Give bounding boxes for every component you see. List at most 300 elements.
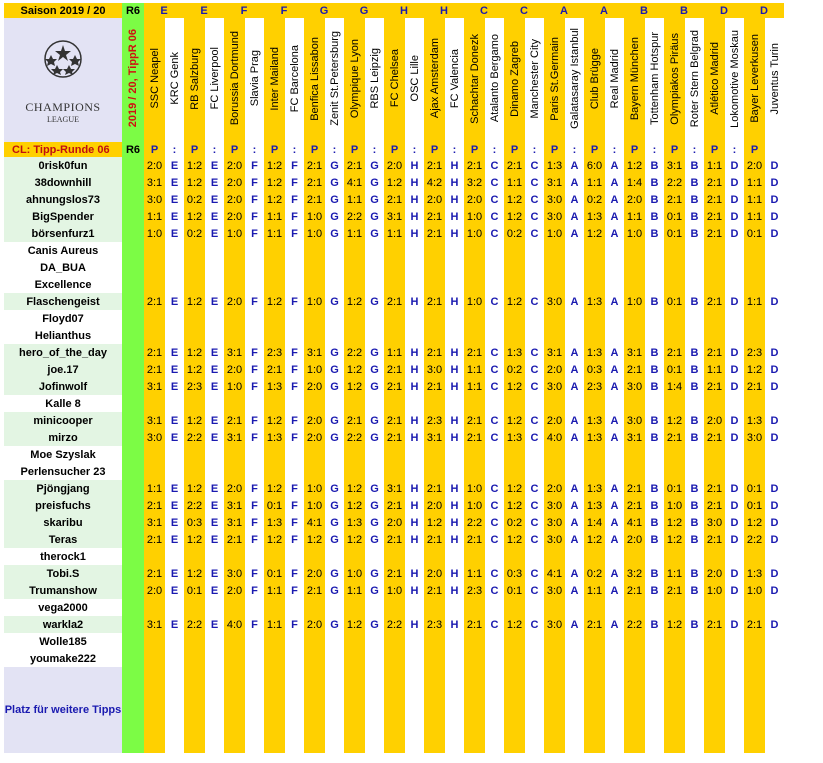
empty-cell bbox=[384, 259, 405, 276]
tip-group-letter: H bbox=[445, 412, 464, 429]
tip-group-letter: B bbox=[685, 531, 704, 548]
round-spacer bbox=[122, 344, 144, 361]
tip-group-letter: G bbox=[365, 514, 384, 531]
empty-cell bbox=[605, 633, 624, 650]
empty-cell bbox=[165, 599, 184, 616]
tip-score: 1:0 bbox=[144, 225, 165, 242]
empty-cell bbox=[245, 395, 264, 412]
empty-cell bbox=[485, 310, 504, 327]
empty-cell bbox=[184, 242, 205, 259]
empty-cell bbox=[704, 633, 725, 650]
tip-score: 2:1 bbox=[144, 344, 165, 361]
empty-cell bbox=[205, 633, 224, 650]
player-name: ahnungslos73 bbox=[4, 191, 122, 208]
tip-score: 1:1 bbox=[144, 480, 165, 497]
empty-cell bbox=[144, 548, 165, 565]
empty-cell bbox=[645, 446, 664, 463]
empty-cell bbox=[725, 446, 744, 463]
tip-group-letter: A bbox=[565, 378, 584, 395]
tip-score: 2:0 bbox=[424, 565, 445, 582]
tip-score: 1:3 bbox=[504, 429, 525, 446]
tip-group-letter: D bbox=[765, 361, 784, 378]
empty-cell bbox=[664, 667, 685, 753]
player-name: Canis Aureus bbox=[4, 242, 122, 259]
empty-cell bbox=[565, 463, 584, 480]
empty-cell bbox=[445, 667, 464, 753]
tip-group-letter: A bbox=[605, 208, 624, 225]
tip-group-letter: H bbox=[405, 565, 424, 582]
tip-score: 3:0 bbox=[544, 497, 565, 514]
empty-cell bbox=[584, 310, 605, 327]
player-row bbox=[4, 446, 784, 463]
player-row bbox=[4, 225, 784, 242]
empty-cell bbox=[344, 599, 365, 616]
tipp-letter: P bbox=[304, 142, 325, 157]
tip-group-letter: G bbox=[325, 344, 344, 361]
tip-group-letter: H bbox=[445, 497, 464, 514]
empty-cell bbox=[725, 242, 744, 259]
empty-cell bbox=[365, 633, 384, 650]
empty-cell bbox=[205, 650, 224, 667]
empty-cell bbox=[184, 633, 205, 650]
empty-cell bbox=[584, 259, 605, 276]
empty-cell bbox=[605, 599, 624, 616]
tip-score: 3:1 bbox=[144, 174, 165, 191]
tip-group-letter: F bbox=[245, 208, 264, 225]
empty-cell bbox=[165, 548, 184, 565]
tip-score: 0:2 bbox=[184, 225, 205, 242]
tip-group-letter: G bbox=[365, 565, 384, 582]
empty-cell bbox=[605, 259, 624, 276]
group-label: C bbox=[464, 3, 504, 18]
tip-group-letter: H bbox=[445, 378, 464, 395]
player-row bbox=[4, 531, 784, 548]
tip-group-letter: G bbox=[325, 191, 344, 208]
round-spacer bbox=[122, 650, 144, 667]
player-name: Moe Szyslak bbox=[4, 446, 122, 463]
tip-score: 1:0 bbox=[464, 497, 485, 514]
tip-group-letter: A bbox=[565, 514, 584, 531]
player-name: preisfuchs bbox=[4, 497, 122, 514]
tip-group-letter: C bbox=[485, 174, 504, 191]
empty-cell bbox=[485, 276, 504, 293]
tip-group-letter: A bbox=[565, 565, 584, 582]
empty-cell bbox=[584, 395, 605, 412]
tip-score: 2:1 bbox=[664, 429, 685, 446]
tip-group-letter: G bbox=[325, 582, 344, 599]
tip-group-letter: E bbox=[165, 191, 184, 208]
tip-score: 4:1 bbox=[344, 174, 365, 191]
tip-group-letter: F bbox=[285, 429, 304, 446]
empty-cell bbox=[565, 667, 584, 753]
empty-cell bbox=[525, 667, 544, 753]
tip-group-letter: G bbox=[365, 157, 384, 174]
tipp-round-label: CL: Tipp-Runde 06 bbox=[4, 142, 122, 157]
tip-group-letter: F bbox=[285, 616, 304, 633]
empty-cell bbox=[525, 395, 544, 412]
empty-cell bbox=[685, 395, 704, 412]
empty-cell bbox=[365, 599, 384, 616]
tip-score: 0:1 bbox=[184, 582, 205, 599]
empty-cell bbox=[485, 242, 504, 259]
tip-group-letter: H bbox=[445, 480, 464, 497]
tip-group-letter: H bbox=[445, 565, 464, 582]
tip-group-letter: C bbox=[525, 616, 544, 633]
tip-group-letter: D bbox=[765, 157, 784, 174]
tip-group-letter: B bbox=[685, 191, 704, 208]
empty-cell bbox=[445, 395, 464, 412]
empty-cell bbox=[605, 650, 624, 667]
empty-cell bbox=[464, 463, 485, 480]
round-spacer bbox=[122, 157, 144, 174]
empty-cell bbox=[304, 242, 325, 259]
empty-cell bbox=[605, 395, 624, 412]
empty-cell bbox=[384, 242, 405, 259]
tip-score: 2:1 bbox=[624, 361, 645, 378]
player-row bbox=[4, 293, 784, 310]
tip-score: 2:0 bbox=[384, 514, 405, 531]
player-row bbox=[4, 633, 784, 650]
tip-group-letter: B bbox=[645, 174, 664, 191]
tip-score: 2:3 bbox=[424, 616, 445, 633]
empty-cell bbox=[384, 327, 405, 344]
tip-group-letter: C bbox=[525, 378, 544, 395]
empty-cell bbox=[685, 548, 704, 565]
empty-cell bbox=[584, 276, 605, 293]
tip-score: 2:1 bbox=[704, 616, 725, 633]
tip-group-letter: E bbox=[205, 429, 224, 446]
empty-cell bbox=[645, 463, 664, 480]
empty-cell bbox=[304, 310, 325, 327]
tip-group-letter: A bbox=[605, 514, 624, 531]
tip-score: 3:1 bbox=[144, 514, 165, 531]
player-name: Jofinwolf bbox=[4, 378, 122, 395]
empty-cell bbox=[744, 310, 765, 327]
tip-score: 1:2 bbox=[184, 174, 205, 191]
tip-score: 3:0 bbox=[544, 208, 565, 225]
tip-score: 2:1 bbox=[424, 157, 445, 174]
empty-cell bbox=[504, 259, 525, 276]
tip-score: 4:0 bbox=[544, 429, 565, 446]
tip-group-letter: B bbox=[685, 565, 704, 582]
tip-group-letter: G bbox=[325, 565, 344, 582]
empty-cell bbox=[285, 667, 304, 753]
empty-cell bbox=[485, 599, 504, 616]
tip-score: 1:2 bbox=[344, 616, 365, 633]
tipp-letter: : bbox=[645, 142, 664, 157]
team-name: Atlético Madrid bbox=[704, 18, 725, 142]
tip-score: 1:2 bbox=[744, 514, 765, 531]
tip-group-letter: C bbox=[525, 565, 544, 582]
empty-cell bbox=[685, 446, 704, 463]
tip-group-letter: B bbox=[645, 429, 664, 446]
tip-score: 2:0 bbox=[624, 191, 645, 208]
team-name: Ajax Amsterdam bbox=[424, 18, 445, 142]
tip-score: 1:2 bbox=[264, 480, 285, 497]
tip-group-letter: H bbox=[445, 293, 464, 310]
tip-score: 1:4 bbox=[664, 378, 685, 395]
tipp-letter: : bbox=[685, 142, 704, 157]
tipp-table bbox=[4, 3, 784, 753]
tip-score: 1:1 bbox=[344, 191, 365, 208]
empty-cell bbox=[445, 310, 464, 327]
tip-group-letter: E bbox=[205, 378, 224, 395]
tipp-letter: : bbox=[285, 142, 304, 157]
tip-score: 1:0 bbox=[304, 361, 325, 378]
tip-group-letter: C bbox=[525, 157, 544, 174]
tip-score: 1:1 bbox=[344, 225, 365, 242]
tip-group-letter: C bbox=[525, 174, 544, 191]
team-name: Dinamo Zagreb bbox=[504, 18, 525, 142]
tip-score: 2:3 bbox=[184, 378, 205, 395]
empty-cell bbox=[584, 650, 605, 667]
empty-cell bbox=[645, 395, 664, 412]
tip-group-letter: A bbox=[565, 344, 584, 361]
tip-group-letter: A bbox=[565, 208, 584, 225]
empty-cell bbox=[624, 667, 645, 753]
tip-score: 2:1 bbox=[464, 429, 485, 446]
empty-cell bbox=[325, 633, 344, 650]
tip-group-letter: F bbox=[285, 565, 304, 582]
empty-cell bbox=[504, 667, 525, 753]
empty-cell bbox=[584, 633, 605, 650]
tip-score: 2:3 bbox=[584, 378, 605, 395]
empty-cell bbox=[205, 548, 224, 565]
team-name: Olympique Lyon bbox=[344, 18, 365, 142]
empty-cell bbox=[144, 276, 165, 293]
tip-score: 2:2 bbox=[344, 429, 365, 446]
tip-score: 0:2 bbox=[504, 361, 525, 378]
empty-cell bbox=[325, 650, 344, 667]
tip-group-letter: H bbox=[445, 174, 464, 191]
tip-score: 3:0 bbox=[544, 293, 565, 310]
tip-score: 0:1 bbox=[264, 497, 285, 514]
tip-group-letter: E bbox=[205, 157, 224, 174]
tip-group-letter: E bbox=[205, 344, 224, 361]
team-name: Bayer Leverkusen bbox=[744, 18, 765, 142]
tip-score: 1:0 bbox=[744, 582, 765, 599]
group-label: E bbox=[144, 3, 184, 18]
tip-group-letter: F bbox=[285, 174, 304, 191]
tip-score: 2:1 bbox=[504, 157, 525, 174]
empty-cell bbox=[144, 463, 165, 480]
empty-cell bbox=[285, 276, 304, 293]
empty-cell bbox=[144, 395, 165, 412]
tip-group-letter: D bbox=[725, 157, 744, 174]
tip-group-letter: C bbox=[485, 225, 504, 242]
empty-cell bbox=[264, 633, 285, 650]
tip-group-letter: H bbox=[405, 497, 424, 514]
empty-cell bbox=[645, 310, 664, 327]
tip-score: 2:0 bbox=[384, 157, 405, 174]
tipp-letter: : bbox=[565, 142, 584, 157]
tip-group-letter: B bbox=[685, 208, 704, 225]
empty-cell bbox=[405, 599, 424, 616]
tip-group-letter: C bbox=[525, 208, 544, 225]
empty-cell bbox=[624, 548, 645, 565]
group-label: D bbox=[744, 3, 784, 18]
tip-group-letter: B bbox=[685, 497, 704, 514]
tip-score: 1:2 bbox=[264, 191, 285, 208]
empty-cell bbox=[565, 259, 584, 276]
tip-score: 1:2 bbox=[184, 208, 205, 225]
empty-cell bbox=[504, 548, 525, 565]
tip-score: 1:2 bbox=[664, 514, 685, 531]
tip-group-letter: A bbox=[605, 157, 624, 174]
tip-score: 2:0 bbox=[464, 191, 485, 208]
empty-cell bbox=[405, 276, 424, 293]
tip-group-letter: D bbox=[725, 531, 744, 548]
empty-cell bbox=[264, 667, 285, 753]
empty-cell bbox=[704, 548, 725, 565]
tip-group-letter: D bbox=[765, 225, 784, 242]
empty-cell bbox=[504, 463, 525, 480]
empty-cell bbox=[445, 327, 464, 344]
tip-group-letter: C bbox=[525, 412, 544, 429]
tip-group-letter: D bbox=[765, 497, 784, 514]
tip-group-letter: G bbox=[365, 412, 384, 429]
tip-group-letter: D bbox=[765, 208, 784, 225]
empty-cell bbox=[664, 633, 685, 650]
empty-cell bbox=[525, 463, 544, 480]
tip-group-letter: A bbox=[605, 531, 624, 548]
empty-cell bbox=[325, 548, 344, 565]
empty-cell bbox=[165, 650, 184, 667]
empty-cell bbox=[144, 599, 165, 616]
empty-cell bbox=[325, 259, 344, 276]
tip-group-letter: G bbox=[325, 225, 344, 242]
tip-score: 1:0 bbox=[544, 225, 565, 242]
tip-group-letter: B bbox=[685, 174, 704, 191]
empty-cell bbox=[485, 327, 504, 344]
empty-cell bbox=[424, 548, 445, 565]
empty-cell bbox=[605, 276, 624, 293]
empty-cell bbox=[224, 310, 245, 327]
player-row bbox=[4, 463, 784, 480]
tip-group-letter: D bbox=[765, 616, 784, 633]
empty-cell bbox=[264, 259, 285, 276]
tip-score: 1:3 bbox=[264, 514, 285, 531]
empty-cell bbox=[245, 548, 264, 565]
empty-cell bbox=[544, 395, 565, 412]
tip-group-letter: C bbox=[485, 378, 504, 395]
empty-cell bbox=[405, 446, 424, 463]
empty-cell bbox=[504, 446, 525, 463]
tip-group-letter: H bbox=[445, 616, 464, 633]
tip-score: 1:0 bbox=[464, 208, 485, 225]
tip-score: 1:2 bbox=[584, 225, 605, 242]
tip-score: 2:1 bbox=[304, 191, 325, 208]
tip-score: 2:1 bbox=[384, 429, 405, 446]
round-spacer bbox=[122, 378, 144, 395]
empty-cell bbox=[144, 327, 165, 344]
tip-group-letter: C bbox=[485, 361, 504, 378]
footer-row bbox=[4, 667, 784, 753]
tip-score: 2:1 bbox=[304, 174, 325, 191]
tip-score: 3:2 bbox=[624, 565, 645, 582]
tip-group-letter: A bbox=[565, 174, 584, 191]
empty-cell bbox=[464, 327, 485, 344]
player-name: therock1 bbox=[4, 548, 122, 565]
empty-cell bbox=[165, 276, 184, 293]
tip-score: 2:1 bbox=[704, 378, 725, 395]
tip-score: 1:0 bbox=[624, 225, 645, 242]
player-row bbox=[4, 412, 784, 429]
tip-group-letter: B bbox=[645, 191, 664, 208]
tip-score: 2:3 bbox=[264, 344, 285, 361]
round-spacer bbox=[122, 327, 144, 344]
tip-group-letter: B bbox=[685, 514, 704, 531]
tip-group-letter: F bbox=[245, 480, 264, 497]
empty-cell bbox=[504, 276, 525, 293]
empty-cell bbox=[205, 310, 224, 327]
tip-score: 1:0 bbox=[704, 582, 725, 599]
empty-cell bbox=[645, 276, 664, 293]
empty-cell bbox=[304, 548, 325, 565]
empty-cell bbox=[224, 259, 245, 276]
empty-cell bbox=[144, 633, 165, 650]
empty-cell bbox=[765, 633, 784, 650]
tipp-letter: : bbox=[245, 142, 264, 157]
empty-cell bbox=[544, 327, 565, 344]
empty-cell bbox=[544, 650, 565, 667]
tip-score: 2:0 bbox=[424, 497, 445, 514]
tip-score: 1:3 bbox=[744, 565, 765, 582]
tip-group-letter: B bbox=[645, 514, 664, 531]
player-row bbox=[4, 174, 784, 191]
empty-cell bbox=[605, 327, 624, 344]
tip-score: 2:1 bbox=[144, 293, 165, 310]
empty-cell bbox=[344, 242, 365, 259]
group-label: H bbox=[384, 3, 424, 18]
tip-score: 0:1 bbox=[664, 361, 685, 378]
empty-cell bbox=[304, 395, 325, 412]
tip-score: 4:1 bbox=[544, 565, 565, 582]
tip-group-letter: A bbox=[565, 582, 584, 599]
tip-score: 1:0 bbox=[304, 293, 325, 310]
tip-score: 2:1 bbox=[264, 361, 285, 378]
tip-group-letter: A bbox=[605, 225, 624, 242]
empty-cell bbox=[264, 327, 285, 344]
empty-cell bbox=[685, 276, 704, 293]
team-name: SSC Neapel bbox=[144, 18, 165, 142]
tip-score: 2:1 bbox=[424, 344, 445, 361]
tip-group-letter: F bbox=[285, 514, 304, 531]
empty-cell bbox=[304, 650, 325, 667]
empty-cell bbox=[765, 548, 784, 565]
empty-cell bbox=[344, 667, 365, 753]
empty-cell bbox=[624, 327, 645, 344]
tip-group-letter: D bbox=[765, 412, 784, 429]
tip-group-letter: A bbox=[605, 497, 624, 514]
empty-cell bbox=[664, 463, 685, 480]
tip-score: 0:1 bbox=[264, 565, 285, 582]
empty-cell bbox=[384, 395, 405, 412]
empty-cell bbox=[605, 242, 624, 259]
empty-cell bbox=[725, 548, 744, 565]
tip-score: 1:2 bbox=[744, 361, 765, 378]
tip-score: 1:2 bbox=[504, 616, 525, 633]
tip-score: 3:1 bbox=[544, 174, 565, 191]
tip-score: 3:1 bbox=[384, 480, 405, 497]
tip-score: 3:1 bbox=[424, 429, 445, 446]
tip-score: 1:1 bbox=[464, 378, 485, 395]
tip-score: 3:0 bbox=[704, 514, 725, 531]
tip-score: 2:1 bbox=[704, 531, 725, 548]
tip-score: 1:1 bbox=[744, 174, 765, 191]
tip-score: 2:1 bbox=[384, 361, 405, 378]
empty-cell bbox=[704, 667, 725, 753]
